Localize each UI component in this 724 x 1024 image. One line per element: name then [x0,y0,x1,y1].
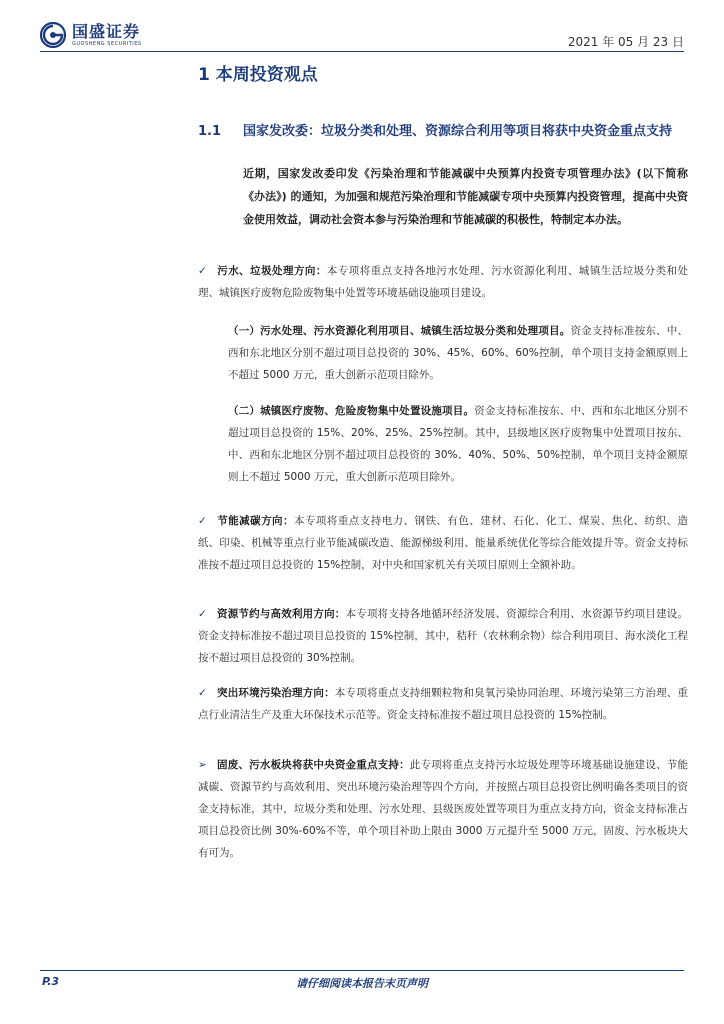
bullet-text: 本专项将重点支持细颗粒物和臭氧污染协同治理、环境污染第三方治理、重点行业清洁生产及重大环保技术示范等。资金支持标准按不超过项目总投资的 15%控制。 [198,687,688,721]
arrow-bullet-icon: ➢ [198,759,207,771]
check-icon: ✓ [198,265,208,277]
check-icon: ✓ [198,687,208,699]
intro-paragraph: 近期，国家发改委印发《污染治理和节能减碳中央预算内投资专项管理办法》(以下简称《办法》) 的通知，为加强和规范污染治理和节能减碳专项中央预算内投资管理，提高中央资金使用效益，调动社会资本参与污染治理和节能减碳的积极性，特制定本办法。 [243,167,688,226]
page-number: P.3 [42,975,60,988]
check-icon: ✓ [198,608,208,620]
footer-disclaimer: 请仔细阅读本报告末页声明 [296,977,428,990]
subsection-number: 1.1 [198,124,222,139]
report-date: 2021 年 05 月 23 日 [567,35,684,49]
bullet-energy-saving [198,510,688,576]
sub-item-lead: 城镇医疗废物、危险废物集中处置设施项目。 [260,405,475,417]
section-title: 1 本周投资观点 [198,65,318,85]
bullet-sewage-garbage [198,260,688,304]
logo-english-name: GUOSHENG SECURITIES [72,40,142,47]
check-icon: ✓ [198,515,208,527]
bullet-resource-efficiency [198,603,688,669]
sub-item-text: 资金支持标准按东、中、西和东北地区分别不超过项目总投资的 30%、45%、60%、60%控制，单个项目支持金额原则上不超过 5000 万元，重大创新示范项目除外。 [228,325,689,381]
sub-item-2 [228,400,688,488]
subsection-title: 国家发改委：垃圾分类和处理、资源综合利用等项目将获中央资金重点支持 [243,124,673,139]
guosheng-logo-icon [40,22,66,48]
bullet-lead: 节能减碳方向： [217,515,294,527]
header-divider [40,51,684,52]
company-logo [40,22,142,48]
bullet-text: 本专项将重点支持电力、钢铁、有色、建材、石化、化工、煤炭、焦化、纺织、造纸、印染、机械等重点行业节能减碳改造、能源梯级利用、能量系统优化等综合能效提升等。资金支持标准按不超过项目总投资的 15%控制，对中央和国家机关有关项目原则上全额补助。 [198,515,689,571]
bullet-text: 本专项将支持各地循环经济发展、资源综合利用、水资源节约项目建设。资金支持标准按不超过项目总投资的 15%控制，其中，秸秆（农林剩余物）综合利用项目、海水淡化工程按不超过项目总投资的 30%控制。 [198,608,689,664]
sub-item-marker: （二） [228,405,261,417]
subsection-heading [198,121,688,143]
sub-item-text: 资金支持标准按东、中、西和东北地区分别不超过项目总投资的 15%、20%、25%、25%控制。其中，县级地区医疗废物集中处置项目按东、中、西和东北地区分别不超过项目总投资的 30%、40%、50%、50%控制，单个项目支持金额原则上不超过 5000 万元，重大创新示范项目除外。 [228,405,689,483]
bullet-solid-waste-summary [198,754,688,864]
sub-item-lead: 污水处理、污水资源化利用项目、城镇生活垃圾分类和处理项目。 [260,325,571,337]
bullet-lead: 资源节约与高效利用方向： [217,608,346,620]
bullet-pollution-control [198,682,688,726]
page-header [0,0,724,52]
bullet-lead: 固废、污水板块将获中央资金重点支持： [216,759,410,771]
sub-item-1 [228,320,688,386]
bullet-text: 本专项将重点支持各地污水处理、污水资源化利用、城镇生活垃圾分类和处理、城镇医疗废物危险废物集中处置等环境基础设施项目建设。 [198,265,688,299]
footer-divider [40,970,684,971]
sub-item-marker: （一） [228,325,261,337]
bullet-text: 此专项将重点支持污水垃圾处理等环境基础设施建设、节能减碳、资源节约与高效利用、突出环境污染治理等四个方向，并按照占项目总投资比例明确各类项目的资金支持标准，其中，垃圾分类和处理、污水处理、县级医废处置等项目为重点支持方向，资金支持标准占项目总投资比例 30%-60%不等，单个项目补助上限由 3000 万元提升至 5000 万元，固废、污水板块大有可为。 [198,759,689,859]
bullet-lead: 突出环境污染治理方向： [217,687,335,699]
logo-chinese-name: 国盛证券 [72,21,141,41]
bullet-lead: 污水、垃圾处理方向： [217,265,327,277]
